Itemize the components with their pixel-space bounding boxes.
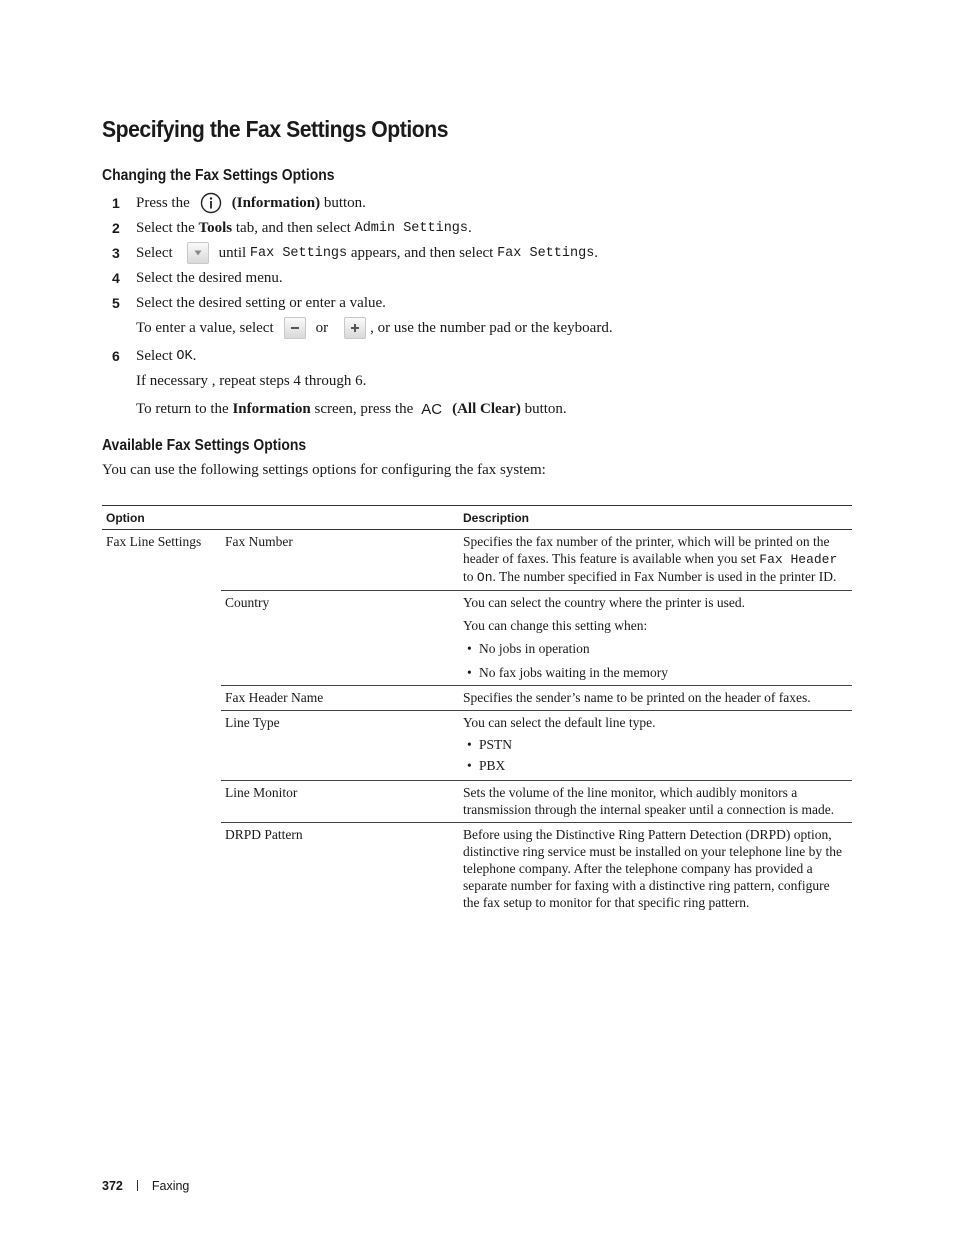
page-number: 372 [102,1179,123,1193]
step-5 [112,292,386,314]
menu-name: OK [176,348,193,364]
step-number: 5 [112,295,120,311]
step-text: appears, and then select [350,244,494,261]
option-name: Fax Number [221,530,459,591]
list-item: • No fax jobs waiting in the memory [463,664,848,681]
section-heading-available: Available Fax Settings Options [102,437,307,454]
all-clear-icon: AC [421,400,443,418]
note-text: , or use the number pad or the keyboard. [370,319,613,336]
option-name: DRPD Pattern [225,827,303,842]
table-header-row [102,506,852,530]
step-1 [112,192,366,214]
step-text: . [192,347,197,364]
footer-section: Faxing [151,1179,190,1193]
repeat-note: If necessary , repeat steps 4 through 6. [136,372,367,389]
column-header-description: Description [459,506,852,530]
step-text: . [468,219,472,236]
step-3 [112,242,598,264]
list-item: • No jobs in operation [463,640,848,657]
plus-button-icon [344,317,366,339]
step-text: button. [323,194,366,211]
option-name: Line Monitor [221,781,459,823]
option-description: Specifies the sender’s name to be printed on the header of faxes. [459,686,852,711]
menu-name: Fax Settings [497,245,595,261]
table-row [102,530,852,591]
step-4 [112,267,283,289]
step-text: Select the desired menu. [136,269,283,286]
option-description [459,711,852,781]
page-footer [102,1179,189,1193]
step-text: Press the [136,194,190,211]
step-number: 1 [112,195,120,211]
option-description: Sets the volume of the line monitor, which audibly monitors a transmission through the internal speaker until a connection is made. [459,781,852,823]
setting-value: On [476,570,493,585]
step-number: 3 [112,245,120,261]
intro-text: You can use the following settings options for configuring the fax system: [102,462,546,478]
step-number: 4 [112,270,120,286]
step-text: Select [136,347,173,364]
step-number: 6 [112,348,120,364]
description-text: to [463,569,477,584]
option-group: Fax Line Settings [106,534,202,549]
description-text: You can change this setting when: [463,618,648,633]
return-note [136,398,567,420]
section-heading-changing: Changing the Fax Settings Options [102,167,335,184]
note-text: button. [524,400,567,417]
list-item: • PBX [463,755,848,776]
down-arrow-button-icon [187,242,209,264]
step-5-note [136,317,613,339]
minus-button-icon [284,317,306,339]
step-text: until [218,244,247,261]
step-text: Select [136,244,173,261]
note-text: To return to the [136,400,229,417]
note-text: To enter a value, select [136,319,274,336]
note-bold: Information [232,400,311,417]
step-text: Select the desired setting or enter a value. [136,294,386,311]
step-text: Select the [136,219,195,236]
description-text: . The number specified in Fax Number is used in the printer ID. [492,569,837,584]
step-bold: (Information) [231,194,321,211]
option-description: Before using the Distinctive Ring Pattern Detection (DRPD) option, distinctive ring service must be installed on your telephone line by the telephone company. After the telephone company has provided a separate number for faxing with a distinctive ring pattern, configure the fax setup to monitor for that specific ring pattern. [463,827,843,910]
condition-list [463,640,848,681]
note-bold: (All Clear) [452,400,521,417]
page-title: Specifying the Fax Settings Options [102,116,449,142]
note-text: or [315,319,329,336]
step-6 [112,345,196,367]
note-text: screen, press the [314,400,414,417]
option-description [459,530,852,591]
step-text: tab, and then select [235,219,351,236]
line-type-list [463,734,848,776]
information-icon [200,192,222,214]
option-name: Fax Header Name [221,686,459,711]
step-bold: Tools [198,219,233,236]
menu-name: Admin Settings [354,220,469,236]
step-2 [112,217,472,239]
option-name: Country [221,591,459,686]
list-item: • PSTN [463,734,848,755]
step-text: . [594,244,599,261]
setting-name: Fax Header [759,552,838,567]
description-text: You can select the default line type. [463,715,656,730]
menu-name: Fax Settings [249,245,348,261]
option-description [459,591,852,686]
description-text: You can select the country where the printer is used. [463,595,746,610]
description-text: Specifies the fax number of the printer, which will be printed on the header of faxes. This feature is available when you set [463,534,830,566]
column-header-option: Option [102,506,459,530]
fax-settings-table [102,505,852,915]
option-name: Line Type [221,711,459,781]
step-number: 2 [112,220,120,236]
footer-divider [137,1180,138,1191]
